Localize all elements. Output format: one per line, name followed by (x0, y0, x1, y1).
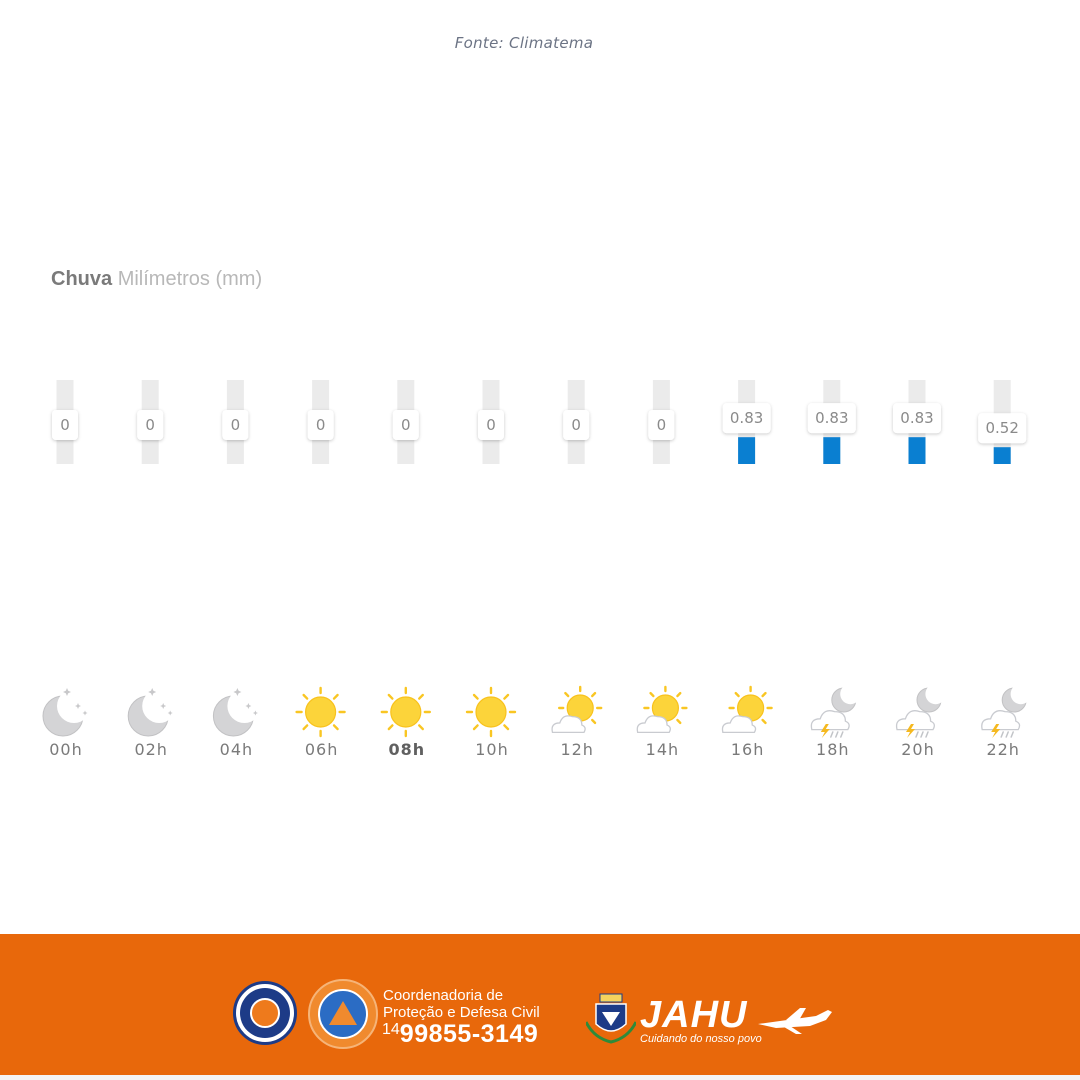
rain-value-label-12h: 0 (571, 416, 581, 434)
hour-label-04h: 04h (219, 740, 254, 759)
rain-value-label-06h: 0 (315, 416, 326, 434)
protecao-defesa-civil-badge-icon (233, 981, 297, 1045)
rain-value-label-10h: 0 (486, 416, 496, 434)
hour-label-22h: 22h (986, 740, 1020, 759)
rain-value-label-18h: 0.83 (815, 409, 849, 428)
org-name-line2: Proteção e Defesa Civil (383, 1004, 540, 1021)
night-clear-icon-02h (128, 688, 176, 736)
footer-bottom-strip (0, 1075, 1080, 1080)
airplane-icon (756, 1000, 836, 1040)
rain-bar-22h (994, 447, 1011, 464)
hour-label-02h: 02h (134, 740, 168, 759)
hour-label-20h: 20h (901, 740, 935, 759)
org-name-line1: Coordenadoria de (383, 987, 504, 1004)
hour-label-00h: 00h (49, 740, 83, 759)
rain-value-label-08h: 0 (401, 416, 411, 434)
rain-bar-16h (738, 437, 755, 464)
partly-cloudy-icon-12h (552, 687, 601, 732)
night-thunderstorm-icon-20h (897, 684, 946, 738)
partly-cloudy-icon-14h (637, 687, 686, 732)
sunny-icon-08h (382, 688, 430, 736)
hour-label-16h: 16h (730, 740, 765, 759)
rain-bar-chart (0, 0, 1080, 520)
sunny-icon-10h (467, 688, 515, 736)
hour-label-18h: 18h (816, 740, 850, 759)
rain-value-label-16h: 0.83 (729, 409, 764, 428)
rain-value-label-14h: 0 (656, 416, 667, 434)
hour-label-06h: 06h (304, 740, 339, 759)
night-thunderstorm-icon-22h (982, 684, 1031, 738)
hour-label-14h: 14h (645, 740, 680, 759)
hour-labels (0, 740, 1080, 764)
night-clear-icon-00h (43, 688, 91, 736)
rain-bar-20h (909, 437, 926, 464)
city-logo: JAHU (640, 994, 748, 1036)
hour-label-08h: 08h (388, 740, 426, 759)
phone-number[interactable] (382, 1020, 538, 1049)
source-credit: Fonte: Climatema (454, 34, 594, 52)
rain-value-label-02h: 0 (145, 416, 155, 434)
phone-digits: 99855-3149 (399, 1020, 539, 1048)
rain-bar-18h (823, 437, 840, 464)
partly-cloudy-icon-16h (722, 687, 771, 732)
night-thunderstorm-icon-18h (811, 684, 860, 738)
weather-icons-row (0, 680, 1080, 740)
hour-label-12h: 12h (560, 740, 594, 759)
defesa-civil-emblem-icon (308, 979, 378, 1049)
org-name (383, 987, 540, 1021)
footer-banner (0, 934, 1080, 1075)
rain-value-label-20h: 0.83 (900, 409, 934, 428)
chart-title-unit: Milímetros (mm) (117, 268, 263, 290)
night-clear-icon-04h (213, 688, 261, 736)
hour-label-10h: 10h (475, 740, 509, 759)
phone-area-code: 14 (382, 1021, 400, 1038)
rain-value-label-04h: 0 (230, 416, 241, 434)
rain-value-label-22h: 0.52 (985, 419, 1019, 438)
rain-value-label-00h: 0 (60, 416, 70, 434)
city-slogan: Cuidando do nosso povo (640, 1033, 762, 1045)
chart-title-bold: Chuva (51, 268, 113, 290)
sunny-icon-06h (297, 688, 345, 736)
city-crest-icon (586, 992, 636, 1044)
